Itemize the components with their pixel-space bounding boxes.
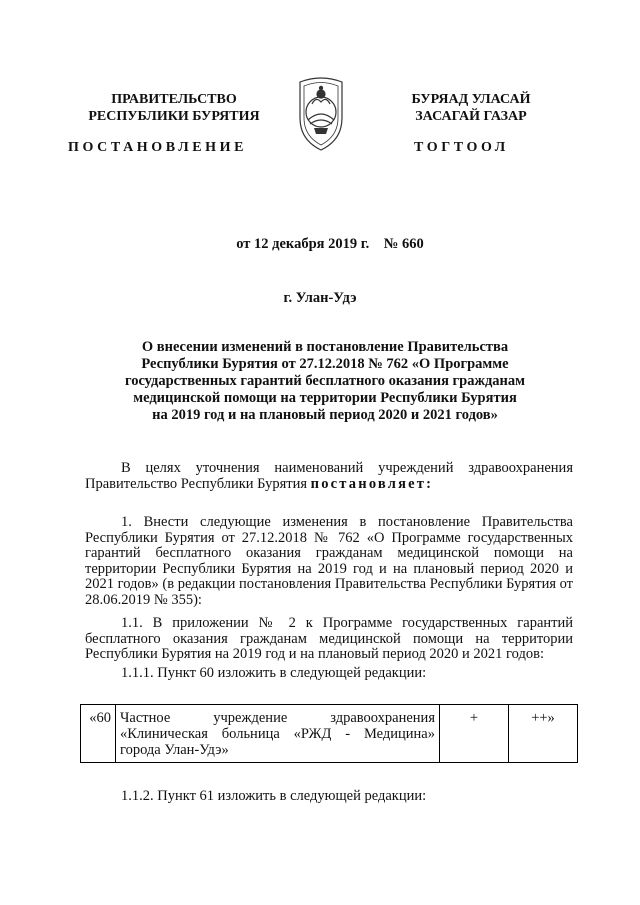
org-name-buryat-line-1: БУРЯАД УЛАСАЙ bbox=[411, 92, 531, 107]
title-line: государственных гарантий бесплатного оказания гражданам bbox=[124, 373, 526, 389]
doc-type-left: ПОСТАНОВЛЕНИЕ bbox=[68, 140, 248, 155]
org-name-line-2: РЕСПУБЛИКИ БУРЯТИЯ bbox=[88, 109, 260, 124]
item-1-1: 1.1. В приложении № 2 к Программе государственных гарантий бесплатного оказания гражданам медицинской помощи на территории Республики Бурятия на 2019 год и на плановый период 2020 и 2021 годов: bbox=[85, 615, 573, 663]
header-left-org bbox=[70, 91, 278, 125]
document-title bbox=[95, 339, 555, 424]
row-number: «60 bbox=[81, 705, 116, 763]
preamble bbox=[85, 461, 573, 492]
preamble-decree-word: постановляет: bbox=[310, 475, 434, 492]
mark-col-4: ++» bbox=[509, 705, 578, 763]
org-name-buryat-line-2: ЗАСАГАЙ ГАЗАР bbox=[415, 109, 527, 124]
org-name-line-1: ПРАВИТЕЛЬСТВО bbox=[111, 92, 237, 107]
item-1: 1. Внести следующие изменения в постановление Правительства Республики Бурятия от 27.12.2018 № 762 «О Программе государственных гарантий бесплатного оказания гражданам медицинской помощи на территории Республики Бурятия на 2019 год и на плановый период 2020 и 2021 годов» (в редакции постановления Правительства Республики Бурятия от 28.06.2019 № 355): bbox=[85, 514, 574, 608]
mark-col-3: + bbox=[440, 705, 509, 763]
date-number: от 12 декабря 2019 г. № 660 bbox=[236, 236, 424, 252]
doc-type-right: ТОГТООЛ bbox=[414, 140, 509, 155]
title-line: Республики Бурятия от 27.12.2018 № 762 «О Программе bbox=[141, 356, 509, 372]
table-row bbox=[81, 705, 578, 763]
title-line: на 2019 год и на плановый период 2020 и 2021 годов» bbox=[152, 407, 498, 423]
city: г. Улан-Удэ bbox=[283, 290, 357, 306]
preamble-text: В целях уточнения наименований учреждений здравоохранения Правительство Республики Бурятия bbox=[85, 460, 573, 492]
coat-of-arms-icon bbox=[290, 74, 352, 152]
title-line: медицинской помощи на территории Республики Бурятия bbox=[133, 390, 517, 406]
title-line: О внесении изменений в постановление Правительства bbox=[141, 339, 509, 355]
item-1-1-2: 1.1.2. Пункт 61 изложить в следующей редакции: bbox=[121, 788, 427, 804]
amendment-table bbox=[80, 704, 578, 763]
header-right-org bbox=[366, 91, 576, 125]
item-1-1-1: 1.1.1. Пункт 60 изложить в следующей редакции: bbox=[121, 665, 427, 681]
institution-name: Частное учреждение здравоохранения «Клиническая больница «РЖД - Медицина» города Улан-Удэ» bbox=[116, 705, 440, 763]
